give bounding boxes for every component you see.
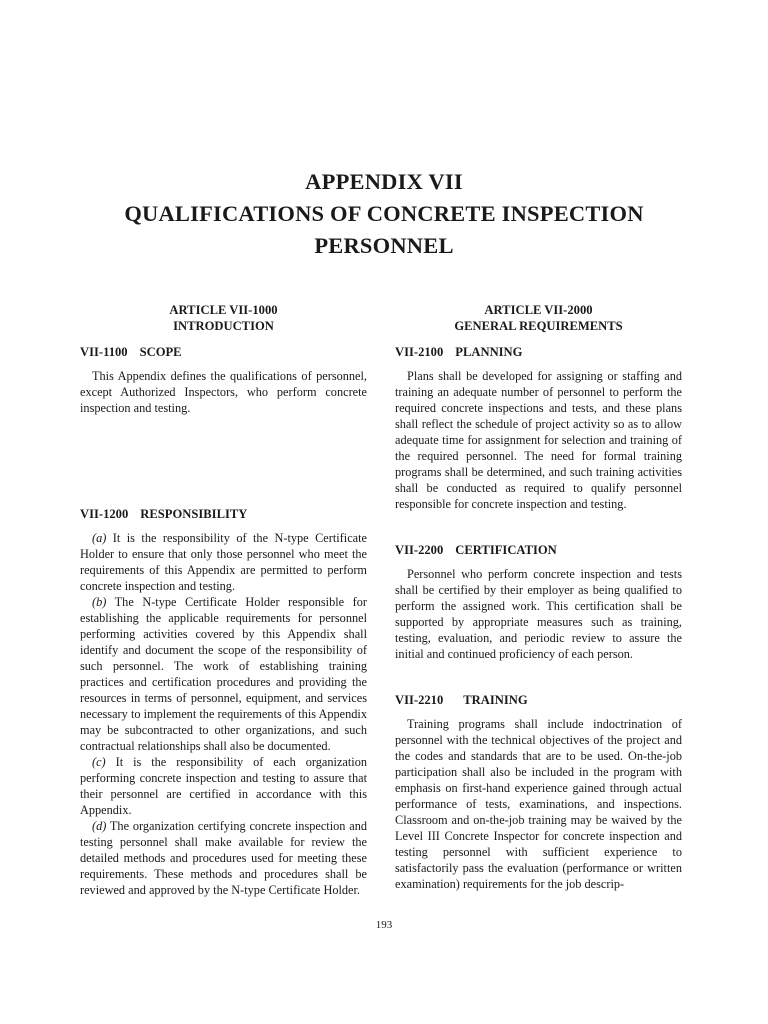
article-heading-vii-1000 bbox=[80, 302, 367, 334]
page-title bbox=[0, 166, 768, 262]
page-number: 193 bbox=[375, 919, 393, 931]
section-heading-scope bbox=[80, 344, 367, 360]
section-title: SCOPE bbox=[139, 345, 182, 359]
article-title: INTRODUCTION bbox=[173, 319, 274, 333]
section-heading-responsibility bbox=[80, 506, 367, 522]
section-number: VII-1200 bbox=[80, 507, 129, 521]
responsibility-paragraph-c bbox=[80, 754, 367, 818]
section-number: VII-2200 bbox=[395, 543, 444, 557]
section-title: RESPONSIBILITY bbox=[140, 507, 248, 521]
title-line-1: APPENDIX VII bbox=[305, 169, 463, 194]
planning-paragraph: Plans shall be developed for assigning or staffing and training an adequate number of personnel to perform the required concrete inspections and tests, and these plans shall reflect the schedule of project activity so as to allow adequate time for assignment for selection and training of the required personnel. The need for formal training programs shall be determined, and such training activities shall be conducted as required to qualify personnel responsible for concrete inspection and testing. bbox=[395, 369, 682, 511]
left-column bbox=[80, 302, 367, 898]
section-title: CERTIFICATION bbox=[455, 543, 557, 557]
title-line-2: QUALIFICATIONS OF CONCRETE INSPECTION bbox=[124, 201, 644, 226]
responsibility-paragraph-b bbox=[80, 594, 367, 754]
section-heading-training bbox=[395, 692, 682, 708]
article-number: ARTICLE VII-2000 bbox=[484, 303, 593, 317]
section-number: VII-2100 bbox=[395, 345, 444, 359]
section-title: PLANNING bbox=[455, 345, 523, 359]
paragraph-tag: (c) bbox=[92, 755, 106, 769]
paragraph-tag: (d) bbox=[92, 819, 107, 833]
paragraph-text: It is the responsibility of the N-type Certificate Holder to ensure that only those personnel who meet the requirements of this Appendix are permitted to perform concrete inspection and testing. bbox=[80, 531, 367, 593]
article-number: ARTICLE VII-1000 bbox=[169, 303, 278, 317]
certification-paragraph: Personnel who perform concrete inspection and tests shall be certified by their employer as being qualified to perform the assigned work. This certification shall be supported by appropriate measures such as training, testing, evaluation, and periodic review to assure the initial and continued proficiency of each person. bbox=[395, 567, 682, 661]
right-column bbox=[395, 302, 682, 892]
paragraph-tag: (b) bbox=[92, 595, 107, 609]
responsibility-paragraph-a bbox=[80, 530, 367, 594]
article-title: GENERAL REQUIREMENTS bbox=[454, 319, 623, 333]
section-title: TRAINING bbox=[463, 693, 528, 707]
paragraph-text: The N-type Certificate Holder responsible for establishing the applicable requirements for personnel performing activities covered by this Appendix shall identify and document the scope of the responsibility of such personnel. The work of establishing training practices and certification procedures and providing the resources in terms of personnel, equipment, and services necessary to implement the requirements of this Appendix may be subcontracted to other organizations, and such contractual relationships shall also be documented. bbox=[80, 595, 367, 753]
title-line-3: PERSONNEL bbox=[314, 233, 454, 258]
paragraph-tag: (a) bbox=[92, 531, 107, 545]
paragraph-text: It is the responsibility of each organization performing concrete inspection and testing to assure that their personnel are certified in accordance with this Appendix. bbox=[80, 755, 367, 817]
article-heading-vii-2000 bbox=[395, 302, 682, 334]
responsibility-paragraph-d bbox=[80, 818, 367, 898]
training-paragraph: Training programs shall include indoctrination of personnel with the technical objectives of the project and the codes and standards that are to be used. On-the-job participation shall also be included in the program with emphasis on first-hand experience gained through actual performance of tests, examinations, and inspections. Classroom and on-the-job training may be waived by the Level III Concrete Inspector for concrete inspection and testing personnel with sufficient experience to satisfactorily pass the evaluation (performance or written examination) requirements for the job descrip- bbox=[395, 717, 682, 891]
scope-paragraph: This Appendix defines the qualifications of personnel, except Authorized Inspectors, who perform concrete inspection and testing. bbox=[80, 369, 367, 415]
section-number: VII-2210 bbox=[395, 693, 444, 707]
paragraph-text: The organization certifying concrete inspection and testing personnel shall make available for review the detailed methods and procedures used for meeting these requirements. These methods and procedures shall be reviewed and approved by the N-type Certificate Holder. bbox=[80, 819, 367, 897]
section-number: VII-1100 bbox=[80, 345, 128, 359]
section-heading-certification bbox=[395, 542, 682, 558]
section-heading-planning bbox=[395, 344, 682, 360]
